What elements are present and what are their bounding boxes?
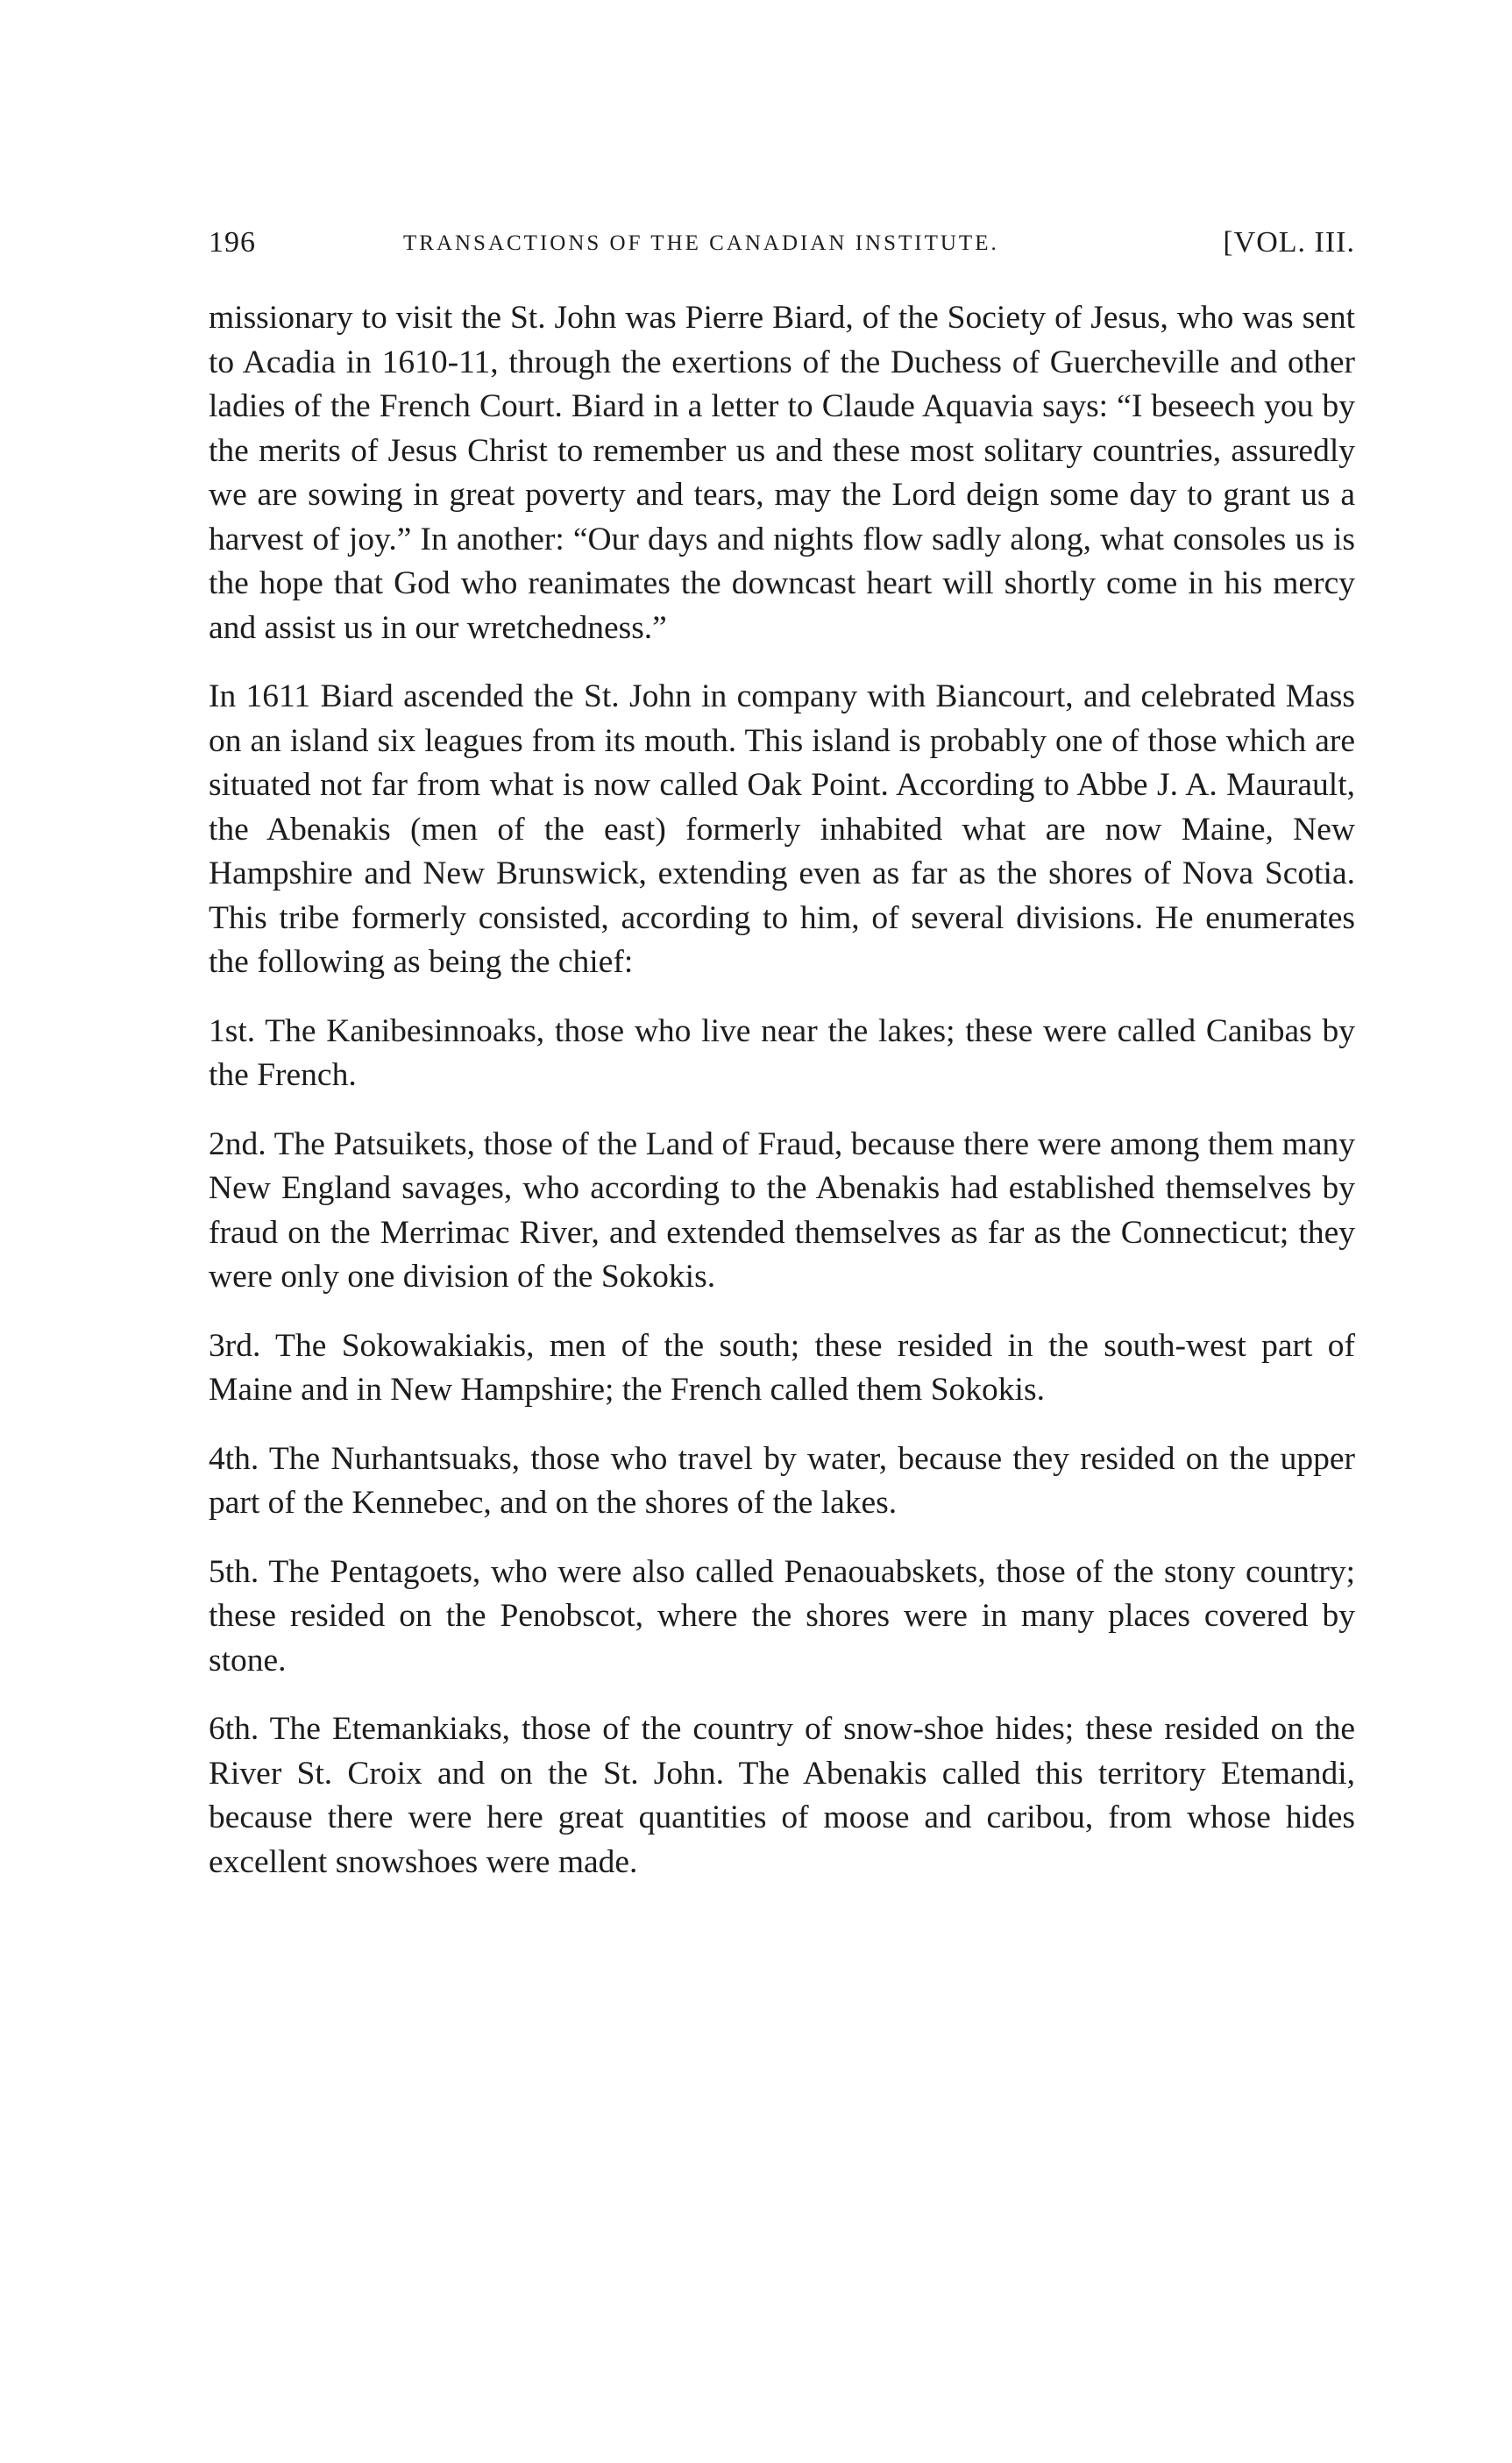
paragraph-division-3: 3rd. The Sokowakiakis, men of the south; these resided in the south-west part of Maine and in New Hampshire; the French called them Sokokis. (209, 1327, 1355, 1408)
page-number: 196 (209, 226, 256, 259)
paragraph-division-6: 6th. The Etemankiaks, those of the country of snow-shoe hides; these resided on the River St. Croix and on the St. John. The Abenakis called this territory Etemandi, because there were here great quantities of moose and caribou, from whose hides excellent snowshoes were made. (209, 1711, 1355, 1880)
paragraph-division-2: 2nd. The Patsuikets, those of the Land of Fraud, because there were among them many New England savages, who according to the Abenakis had established themselves by fraud on the Merrimac River, and extended themselves as far as the Connecticut; they were only one division of the Sokokis. (209, 1125, 1355, 1295)
journal-title: TRANSACTIONS OF THE CANADIAN INSTITUTE. (403, 231, 999, 255)
body-text (209, 296, 1355, 1909)
running-head (209, 226, 1355, 270)
paragraph-division-1: 1st. The Kanibesinnoaks, those who live near the lakes; these were called Canibas by the French. (209, 1012, 1355, 1093)
paragraph-biard-1611: In 1611 Biard ascended the St. John in company with Biancourt, and celebrated Mass on an island six leagues from its mouth. This island is probably one of those which are situated not far from what is now called Oak Point. According to Abbe J. A. Maurault, the Abenakis (men of the east) formerly inhabited what are now Maine, New Hampshire and New Brunswick, extending even as far as the shores of Nova Scotia. This tribe formerly consisted, according to him, of several divisions. He enumerates the following as being the chief: (209, 678, 1355, 980)
volume-label: [VOL. III. (1223, 226, 1355, 259)
paragraph-division-5: 5th. The Pentagoets, who were also called Penaouabskets, those of the stony country; these resided on the Penobscot, where the shores were in many places covered by stone. (209, 1553, 1355, 1679)
paragraph-division-4: 4th. The Nurhantsuaks, those who travel by water, because they resided on the upper part of the Kennebec, and on the shores of the lakes. (209, 1440, 1355, 1521)
paragraph-continuation: missionary to visit the St. John was Pierre Biard, of the Society of Jesus, who was sent to Acadia in 1610-11, through the exertions of the Duchess of Guercheville and other ladies of the French Court. Biard in a letter to Claude Aquavia says: “I beseech you by the merits of Jesus Christ to remember us and these most solitary countries, assuredly we are sowing in great poverty and tears, may the Lord deign some day to grant us a harvest of joy.” In another: “Our days and nights flow sadly along, what consoles us is the hope that God who reanimates the downcast heart will shortly come in his mercy and assist us in our wretchedness.” (209, 300, 1355, 646)
